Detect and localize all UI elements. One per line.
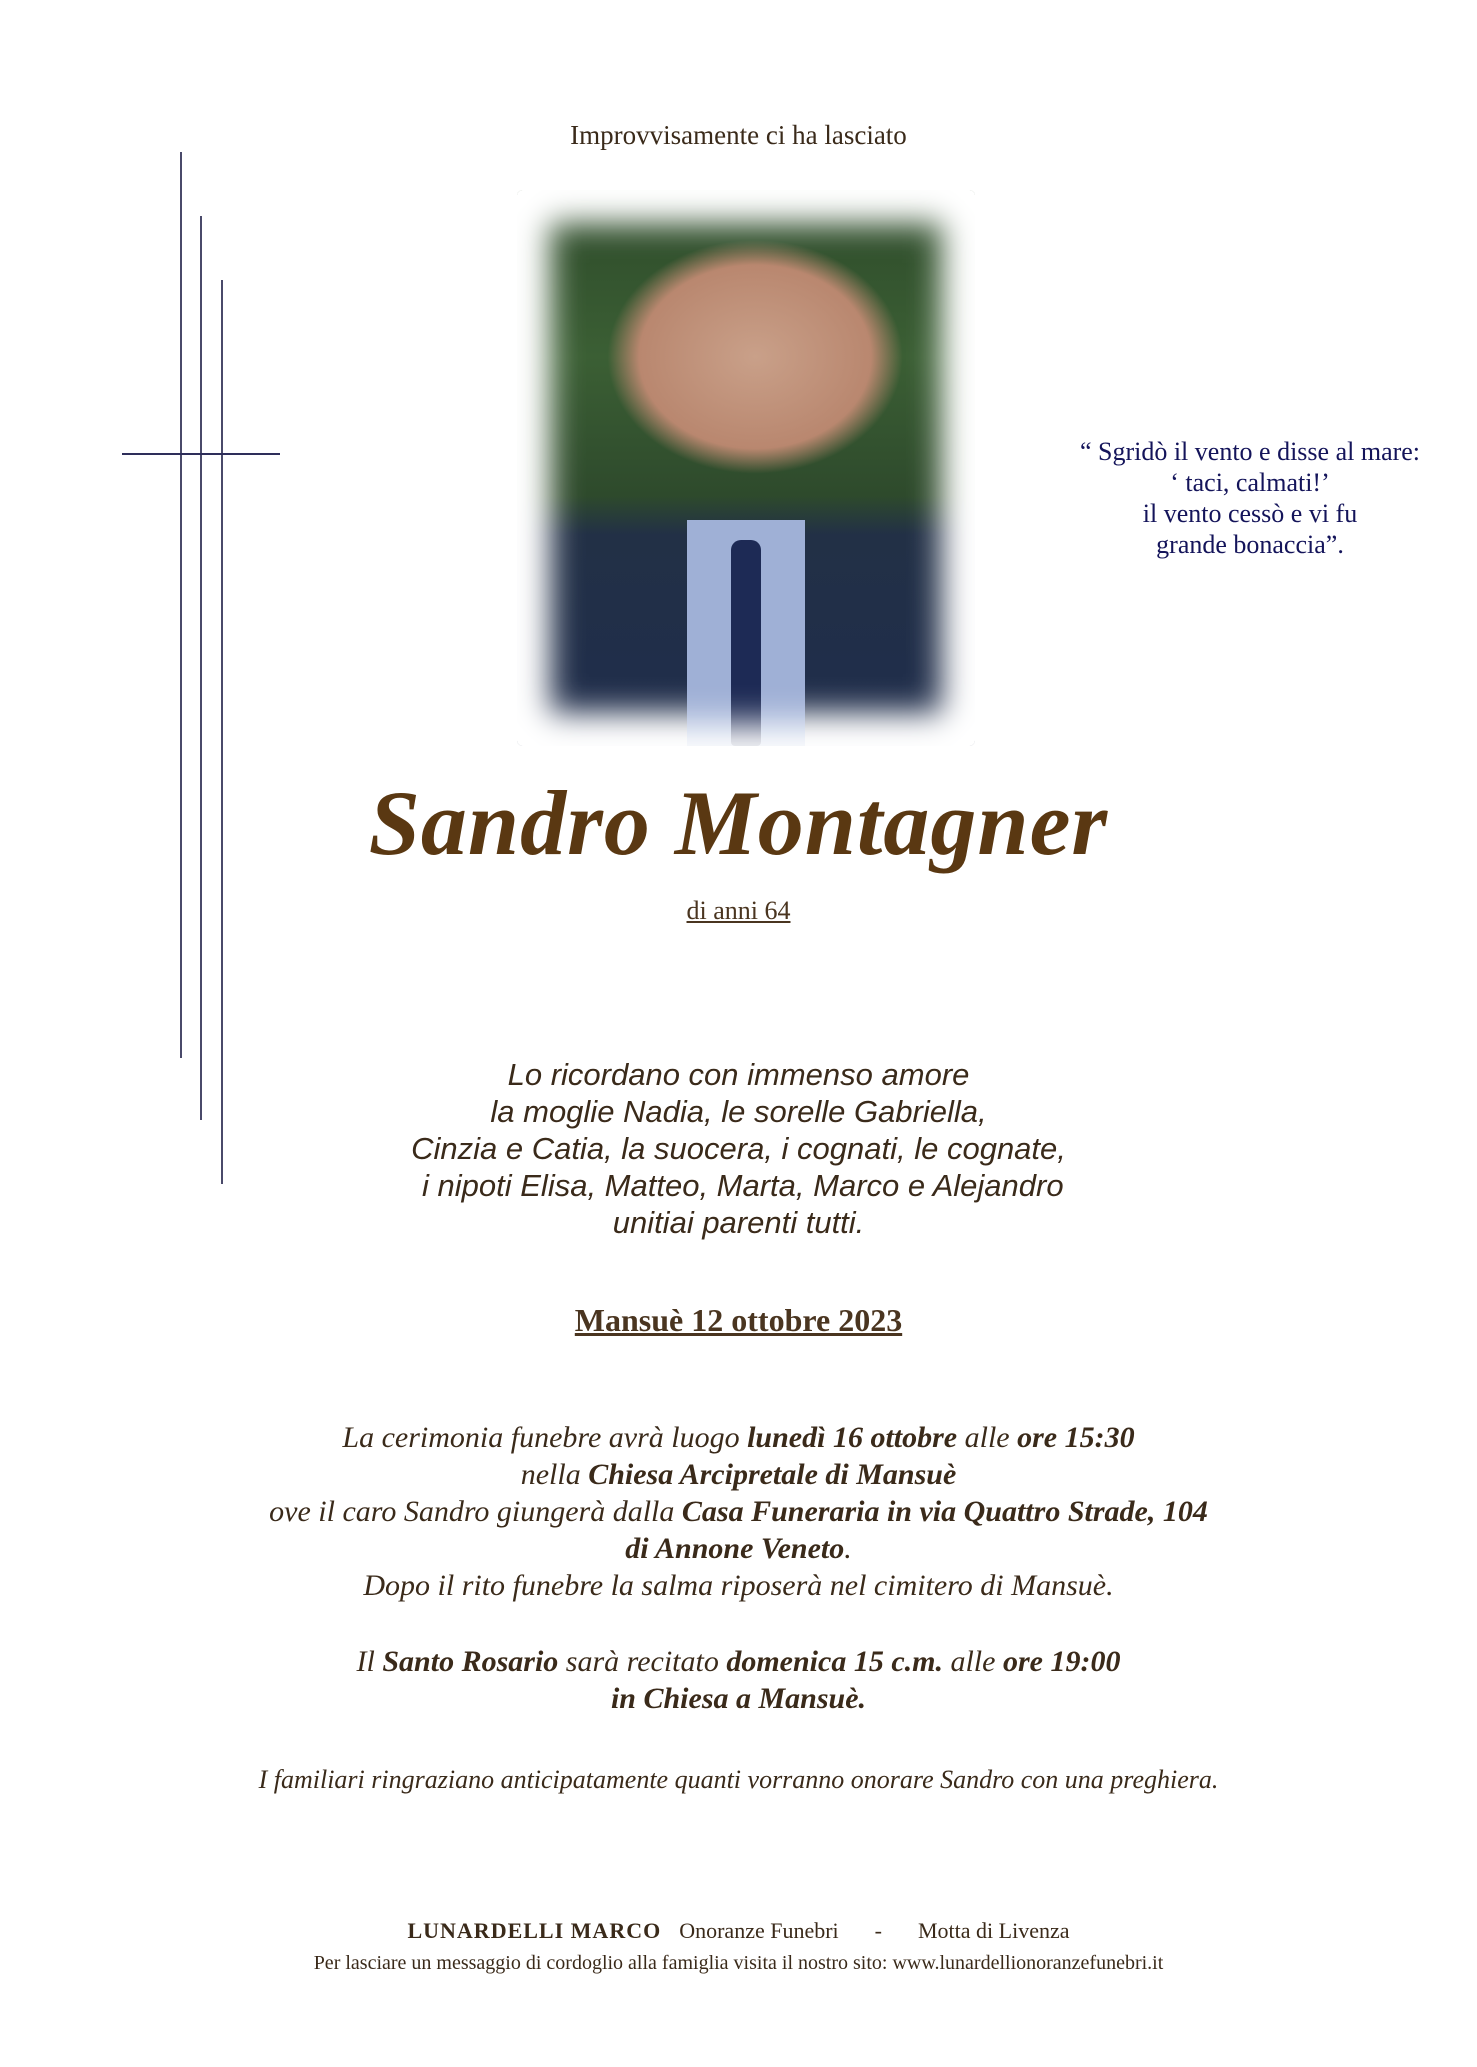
intro-text: Improvvisamente ci ha lasciato <box>570 120 907 150</box>
firm-service: Onoranze Funebri <box>679 1918 839 1943</box>
quote-line: grande bonaccia”. <box>1156 530 1344 559</box>
firm-place: Motta di Livenza <box>918 1918 1070 1943</box>
rosary-line-2: in Chiesa a Mansuè. <box>610 1682 867 1715</box>
ceremony-line-1: La cerimonia funebre avrà luogo lunedì 16 ottobre alle ore 15:30 <box>342 1421 1135 1454</box>
quote-line: ‘ taci, calmati!’ <box>1170 468 1330 497</box>
portrait-photo <box>517 190 975 746</box>
rosary-line-1: Il Santo Rosario sarà recitato domenica 15 c.m. alle ore 19:00 <box>356 1645 1121 1678</box>
quote-line: il vento cessò e vi fu <box>1142 499 1358 528</box>
firm-dash: - <box>874 1918 882 1943</box>
ceremony-line-2: nella Chiesa Arcipretale di Mansuè <box>520 1458 957 1491</box>
ceremony-line-3: ove il caro Sandro giungerà dalla Casa Funeraria in via Quattro Strade, 104 <box>269 1495 1208 1528</box>
place-date: Mansuè 12 ottobre 2023 <box>574 1302 903 1338</box>
bible-quote <box>1040 436 1460 560</box>
deceased-age: di anni 64 <box>686 896 791 925</box>
footer-firm <box>0 1918 1477 1944</box>
thanks-text: I familiari ringraziano anticipatamente quanti vorranno onorare Sandro con una preghiera. <box>258 1765 1219 1794</box>
rosary-info <box>0 1643 1477 1717</box>
deceased-name: Sandro Montagner <box>368 772 1109 874</box>
family-line: unitiai parenti tutti. <box>612 1205 865 1240</box>
cross-line-3 <box>221 280 223 1184</box>
firm-name: LUNARDELLI MARCO <box>407 1918 662 1943</box>
family-line: Cinzia e Catia, la suocera, i cognati, le cognate, <box>411 1131 1066 1166</box>
cross-crossbar <box>122 453 280 455</box>
portrait-vignette <box>517 190 975 746</box>
family-list <box>0 1056 1477 1241</box>
ceremony-line-4: di Annone Veneto. <box>625 1532 852 1565</box>
family-line: la moglie Nadia, le sorelle Gabriella, <box>490 1094 987 1129</box>
footer-message: Per lasciare un messaggio di cordoglio alla famiglia visita il nostro sito: www.lunardellionoranzefunebri.it <box>313 1952 1164 1974</box>
family-line: i nipoti Elisa, Matteo, Marta, Marco e Alejandro <box>413 1168 1064 1203</box>
cross-line-2 <box>200 216 202 1120</box>
ceremony-info <box>0 1419 1477 1604</box>
family-line: Lo ricordano con immenso amore <box>507 1057 970 1092</box>
ceremony-line-5: Dopo il rito funebre la salma riposerà nel cimitero di Mansuè. <box>363 1569 1114 1602</box>
quote-line: “ Sgridò il vento e disse al mare: <box>1079 437 1421 466</box>
